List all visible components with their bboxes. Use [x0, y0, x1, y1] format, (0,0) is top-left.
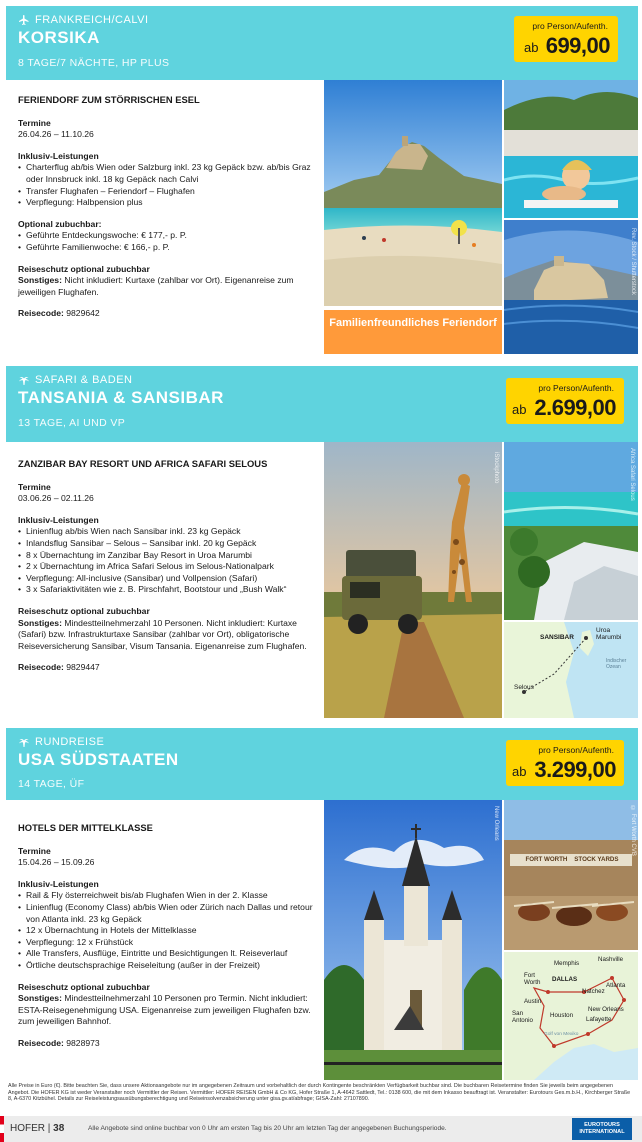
price-amount: 3.299,00: [534, 757, 616, 782]
offer-category-label: FRANKREICH/CALVI: [35, 14, 149, 26]
reiseschutz-label: Reiseschutz optional zubuchbar: [18, 263, 150, 274]
list-item: • Inlandsflug Sansibar – Selous – Sansibar inkl. 20 kg Gepäck: [18, 538, 314, 550]
photo-safari-giraffe: [324, 442, 502, 718]
inklusiv-list: [18, 162, 314, 208]
map-label-natchez: Natchez: [582, 988, 605, 995]
list-item: • Geführte Familienwoche: € 166,- p. P.: [18, 242, 314, 254]
map-label-austin: Austin: [524, 998, 542, 1005]
list-item: • 3 x Safariaktivitäten wie z. B. Pirschfahrt, Bootstour und „Bush Walk“: [18, 584, 314, 596]
family-badge: Familienfreundliches Feriendorf: [324, 310, 502, 354]
sonstiges-text: Mindestteilnehmerzahl 10 Personen. Nicht inkludiert: Kurtaxe (Safari) bzw. Infrastrukturtaxe Sansibar (zahlbar vor Ort), obligatorische Reiseversicherung Sansibar, Visum Tansania. Eigenanreise zum Flughafen.: [18, 617, 307, 651]
price-per-person: pro Person/Aufenth.: [538, 745, 614, 755]
photo-credit: © Fort Worth CVB: [630, 806, 636, 856]
price-per-person: pro Person/Aufenth.: [532, 21, 608, 31]
legal-fineprint: Alle Preise in Euro (€). Bitte beachten Sie, dass unsere Aktionsangebote nur im angegebenen Zeitraum und vorbehaltlich der durch Kontingente beschränkten Verfügbarkeit buchbar sind. Die buchbaren Reisetermine finden Sie jeweils beim angegebenen Angebot. Die HOFER KG ist weder Veranstalter noch Vermittler der Reisen. Vermittler: HOFER REISEN GmbH & Co KG, Hofer Straße 1, A-4642 Sattledt, Tel.: 0138 600, die mit dem Inkasso beauftragt ist. Veranstalter: Eurotours Ges.m.b.H., Kirchberger Straße 8, A-6370 Kitzbühel. Details zur Reiseleistungsausübungsberechtigung und Reiseinsolvenzabsicherung unter gisa.gv.at/abfrage; GISA-Zahl: 27107890.: [8, 1083, 631, 1103]
reisecode-label: Reisecode:: [18, 662, 64, 673]
offer-title: USA SÜDSTAATEN: [18, 750, 179, 769]
price-box: [506, 740, 624, 786]
photo-fort-worth-stockyards: [504, 800, 638, 950]
termine-label: Termine: [18, 117, 51, 128]
offer-banner: [6, 728, 638, 800]
list-item: • Verpflegung: All-inclusive (Sansibar) und Vollpension (Safari): [18, 573, 314, 585]
map-label-new-orleans: New Orleans: [588, 1006, 624, 1013]
offer-korsika: [6, 6, 638, 354]
page-number-value: 38: [53, 1123, 65, 1134]
offer-category: [18, 736, 104, 748]
map-label-memphis: Memphis: [554, 960, 580, 967]
price-box: [506, 378, 624, 424]
reisecode-value: 9829642: [66, 308, 100, 319]
offer-title: KORSIKA: [18, 28, 100, 47]
photo-credit: Africa Safari Selous: [629, 448, 635, 501]
price-ab: ab: [512, 764, 527, 779]
palm-icon: [18, 736, 30, 748]
offer-category-label: RUNDREISE: [35, 736, 105, 748]
brand-name: HOFER: [10, 1123, 45, 1134]
inklusiv-list: [18, 526, 314, 596]
price-per-person: pro Person/Aufenth.: [538, 383, 614, 393]
page-footer: [0, 1116, 642, 1142]
palm-icon: [18, 374, 30, 386]
page-number: HOFER | 38: [10, 1123, 65, 1134]
map-label-ocean: Indischer Ozean: [606, 658, 627, 670]
photo-credit: iStockphoto: [493, 452, 499, 484]
reisecode-value: 9829447: [66, 662, 100, 673]
offer-banner: [6, 366, 638, 442]
map-label-atlanta: Atlanta: [606, 982, 626, 989]
list-item: • Rail & Fly österreichweit bis/ab Flughafen Wien in der 2. Klasse: [18, 890, 314, 902]
hotel-name: HOTELS DER MITTELKLASSE: [18, 822, 153, 833]
list-item: • Örtliche deutschsprachige Reiseleitung (außer in der Freizeit): [18, 960, 314, 972]
reiseschutz-label: Reiseschutz optional zubuchbar: [18, 605, 150, 616]
offer-category-label: SAFARI & BADEN: [35, 374, 133, 386]
sonstiges-label: Sonstiges:: [18, 993, 62, 1004]
sonstiges-text: Nicht inkludiert: Kurtaxe (zahlbar vor Ort). Eigenanreise zum jeweiligen Flughafen.: [18, 275, 294, 297]
reisecode-value: 9828973: [66, 1037, 100, 1048]
list-item: • Alle Transfers, Ausflüge, Eintritte und Besichtigungen lt. Reiseverlauf: [18, 948, 314, 960]
photo-new-orleans-cathedral: [324, 800, 502, 1080]
list-item: • Verpflegung: 12 x Frühstück: [18, 937, 314, 949]
list-item: • Verpflegung: Halbpension plus: [18, 197, 314, 209]
map-label-lafayette: Lafayette: [586, 1016, 612, 1023]
map-label-nashville: Nashville: [598, 956, 624, 963]
price-ab: ab: [512, 402, 527, 417]
list-item: • 12 x Übernachtung in Hotels der Mittelklasse: [18, 925, 314, 937]
map-label-selous: Selous: [514, 684, 534, 691]
optional-list: [18, 230, 314, 253]
list-item: • Linienflug ab/bis Wien nach Sansibar inkl. 23 kg Gepäck: [18, 526, 314, 538]
termine-value: 15.04.26 – 15.09.26: [18, 857, 95, 868]
map-tansania: [504, 622, 638, 718]
offer-subtitle: 14 TAGE, ÜF: [18, 778, 85, 790]
airplane-icon: [18, 14, 30, 26]
price-box: [514, 16, 618, 62]
photo-pool-child: [504, 80, 638, 218]
termine-label: Termine: [18, 845, 51, 856]
inklusiv-list: [18, 890, 314, 971]
photo-zanzibar-resort: [504, 442, 638, 620]
map-label-sansibar: SANSIBAR: [540, 634, 574, 641]
photo-calvi-beach: [324, 80, 502, 306]
list-item: • Geführte Entdeckungswoche: € 177,- p. P.: [18, 230, 314, 242]
map-label-fort-worth: Fort Worth: [524, 972, 541, 986]
offer-category: [18, 14, 149, 26]
booking-note: Alle Angebote sind online buchbar von 0 Uhr am ersten Tag bis 20 Uhr am letzten Tag der angegebenen Buchungsperiode.: [88, 1125, 447, 1132]
list-item: • Charterflug ab/bis Wien oder Salzburg inkl. 23 kg Gepäck bzw. ab/bis Graz oder Innsbruck inkl. 18 kg Gepäck nach Calvi: [18, 162, 314, 185]
stockyards-sign: FORT WORTH STOCK YARDS: [525, 856, 619, 863]
list-item: • 8 x Übernachtung im Zanzibar Bay Resort in Uroa Marumbi: [18, 550, 314, 562]
optional-label: Optional zubuchbar:: [18, 218, 102, 229]
sonstiges-text: Mindestteilnehmerzahl 10 Personen pro Termin. Nicht inkludiert: ESTA-Reisegenehmigung USA. Eigenanreise zum jeweiligen Flughafen bzw. zum jeweiligen Bahnhof.: [18, 993, 311, 1027]
offer-usa: [6, 728, 638, 1080]
map-label-uroa: Uroa Marumbi: [596, 627, 622, 641]
termine-value: 26.04.26 – 11.10.26: [18, 129, 94, 140]
offer-title: TANSANIA & SANSIBAR: [18, 388, 224, 407]
photo-caption: New Orleans: [493, 806, 499, 841]
termine-label: Termine: [18, 481, 51, 492]
price-amount: 2.699,00: [534, 395, 616, 420]
map-label-san-antonio: San Antonio: [512, 1010, 533, 1024]
map-label-houston: Houston: [550, 1012, 574, 1019]
price-amount: 699,00: [545, 33, 610, 58]
map-label-dallas: DALLAS: [552, 976, 578, 983]
list-item: • Transfer Flughafen – Feriendorf – Flughafen: [18, 186, 314, 198]
photo-calvi-citadel: [504, 220, 638, 354]
map-label-gulf: Golf von Mexiko: [544, 1032, 579, 1037]
offer-subtitle: 13 TAGE, AI UND VP: [18, 417, 126, 429]
offer-category: [18, 374, 132, 386]
offer-tansania: [6, 366, 638, 718]
austria-flag-icon: [0, 1116, 4, 1142]
termine-value: 03.06.26 – 02.11.26: [18, 493, 94, 504]
inklusiv-label: Inklusiv-Leistungen: [18, 878, 99, 889]
list-item: • Linienflug (Economy Class) ab/bis Wien oder Zürich nach Dallas und retour von Atlanta inkl. 23 kg Gepäck: [18, 902, 314, 925]
list-item: • 2 x Übernachtung im Africa Safari Selous im Selous-Nationalpark: [18, 561, 314, 573]
sonstiges-label: Sonstiges:: [18, 275, 62, 286]
hotel-name: ZANZIBAR BAY RESORT UND AFRICA SAFARI SELOUS: [18, 458, 268, 469]
offer-details: [6, 458, 322, 718]
inklusiv-label: Inklusiv-Leistungen: [18, 514, 99, 525]
map-usa-south: [504, 952, 638, 1080]
offer-banner: [6, 6, 638, 80]
price-ab: ab: [524, 40, 539, 55]
offer-subtitle: 8 TAGE/7 NÄCHTE, HP PLUS: [18, 57, 170, 69]
reiseschutz-label: Reiseschutz optional zubuchbar: [18, 981, 150, 992]
offer-details: [6, 94, 322, 354]
photo-credit: Rev. Stock / Shutterstock: [630, 228, 636, 295]
reisecode-label: Reisecode:: [18, 1037, 64, 1048]
eurotours-logo: EUROTOURS INTERNATIONAL: [572, 1118, 632, 1140]
sonstiges-label: Sonstiges:: [18, 617, 62, 628]
hotel-name: FERIENDORF ZUM STÖRRISCHEN ESEL: [18, 94, 200, 105]
reisecode-label: Reisecode:: [18, 308, 64, 319]
offer-details: [6, 822, 322, 1080]
inklusiv-label: Inklusiv-Leistungen: [18, 150, 99, 161]
